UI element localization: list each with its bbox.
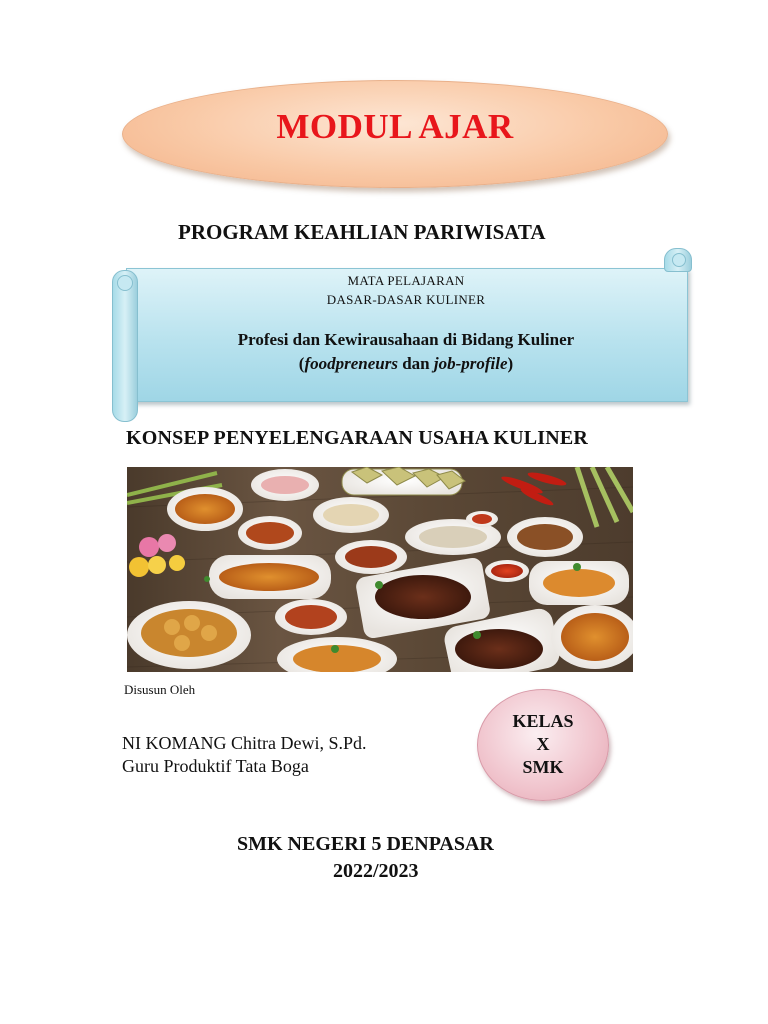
class-badge-line3: SMK bbox=[522, 757, 564, 777]
author-name: NI KOMANG Chitra Dewi, S.Pd. bbox=[122, 733, 367, 753]
food-photo-illustration bbox=[127, 467, 633, 672]
topic-subtitle: (foodpreneurs dan job-profile) bbox=[298, 354, 514, 373]
author-role: Guru Produktif Tata Boga bbox=[122, 756, 309, 776]
program-heading: PROGRAM KEAHLIAN PARIWISATA bbox=[178, 220, 546, 244]
compiled-by-label: Disusun Oleh bbox=[124, 682, 196, 697]
subject-label: MATA PELAJARAN bbox=[347, 273, 465, 288]
food-photo bbox=[127, 467, 633, 672]
concept-heading: KONSEP PENYELENGARAAN USAHA KULINER bbox=[126, 427, 589, 449]
academic-year: 2022/2023 bbox=[333, 860, 419, 882]
subject-scroll-banner bbox=[112, 248, 692, 424]
topic-title: Profesi dan Kewirausahaan di Bidang Kuliner bbox=[237, 330, 575, 349]
subject-name: DASAR-DASAR KULINER bbox=[326, 292, 486, 307]
title-oval bbox=[122, 80, 668, 188]
topic-italic-2: job-profile bbox=[433, 354, 508, 373]
class-badge bbox=[477, 689, 609, 801]
scroll-text bbox=[126, 268, 686, 400]
class-badge-line2: X bbox=[536, 734, 550, 754]
module-title: MODUL AJAR bbox=[276, 107, 514, 146]
topic-italic-1: foodpreneurs bbox=[304, 354, 398, 373]
school-name: SMK NEGERI 5 DENPASAR bbox=[237, 833, 494, 855]
class-badge-line1: KELAS bbox=[512, 711, 574, 731]
